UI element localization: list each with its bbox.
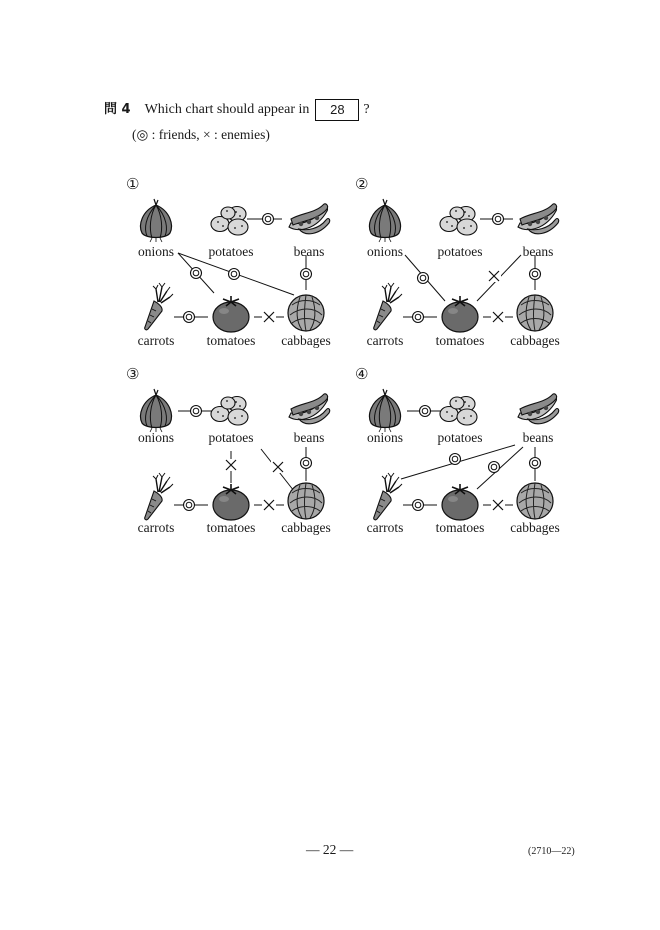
option-2-cabbage-icon [517,295,553,331]
option-2-tomatoes-label: tomatoes [435,333,485,348]
option-2-beans-cabbages-friend-icon [530,269,541,280]
option-1-onions-tomatoes-friend-icon [191,268,202,279]
option-2[interactable] [355,175,595,355]
option-4-number: ④ [355,365,369,383]
option-2-potatoes-icon [440,207,477,236]
option-2-beans-icon [518,204,559,234]
option-2-onion-icon [370,199,401,242]
option-4-onion-icon [370,389,401,432]
option-4[interactable] [355,365,595,545]
option-2-number: ② [355,175,369,193]
option-4-carrots-label: carrots [366,520,404,535]
option-4-tomatoes-label: tomatoes [435,520,485,535]
option-2-diagram [355,175,595,355]
option-4-beans-label: beans [522,430,554,445]
option-3-carrots-tomatoes-friend-icon [184,500,195,511]
option-2-potatoes-beans-friend-icon [493,214,504,225]
option-3-tomatoes-label: tomatoes [206,520,256,535]
answer-blank[interactable]: 28 [315,99,359,121]
option-3-carrots-label: carrots [137,520,175,535]
option-2-carrots-tomatoes-friend-icon [413,312,424,323]
option-4-carrot-icon [374,473,402,520]
option-4-onions-potatoes-friend-icon [420,406,431,417]
option-1-onions-label: onions [137,244,175,259]
option-1-onions-cabbages-friend-icon [229,269,240,280]
option-3[interactable] [126,365,369,545]
option-3-beans-label: beans [293,430,325,445]
option-2-cabbages-label: cabbages [510,333,560,348]
option-1-diagram [126,175,369,355]
option-3-cabbage-icon [288,483,324,519]
option-4-beans-cabbages-friend-icon [530,458,541,469]
option-4-diagram [355,365,595,545]
option-1-carrot-icon [145,283,173,330]
option-1-cabbage-icon [288,295,324,331]
option-4-cabbage-icon [517,483,553,519]
option-2-carrots-label: carrots [366,333,404,348]
option-3-beans-cabbages-friend-icon [301,458,312,469]
option-1-potatoes-beans-friend-icon [263,214,274,225]
question-mark: ? [363,102,370,117]
option-2-tomato-icon [442,296,478,332]
option-3-potatoes-label: potatoes [208,430,254,445]
option-2-carrot-icon [374,283,402,330]
option-1-potatoes-label: potatoes [208,244,254,259]
option-3-number: ③ [126,365,140,383]
option-4-tomato-icon [442,484,478,520]
option-2-onions-label: onions [366,244,404,259]
option-1-cabbages-label: cabbages [281,333,331,348]
option-1-tomato-icon [213,296,249,332]
option-1-tomatoes-label: tomatoes [206,333,256,348]
option-3-onions-potatoes-friend-icon [191,406,202,417]
option-3-diagram [126,365,369,545]
page-number: — 22 — [306,842,354,857]
option-1-beans-icon [289,204,330,234]
option-4-potatoes-icon [440,397,477,426]
option-4-beans-carrots-friend-icon [450,454,461,465]
option-4-onions-label: onions [366,430,404,445]
option-1-beans-label: beans [293,244,325,259]
option-1-carrots-tomatoes-friend-icon [184,312,195,323]
option-3-beans-icon [289,394,330,424]
option-1-carrots-label: carrots [137,333,175,348]
option-3-onion-icon [141,389,172,432]
option-1-potatoes-icon [211,207,248,236]
option-1[interactable] [126,175,369,355]
option-4-cabbages-label: cabbages [510,520,560,535]
question-text: Which chart should appear in [144,102,310,117]
option-1-onion-icon [141,199,172,242]
option-4-potatoes-label: potatoes [437,430,483,445]
option-4-beans-icon [518,394,559,424]
option-2-beans-label: beans [522,244,554,259]
option-3-cabbages-label: cabbages [281,520,331,535]
option-2-onions-tomatoes-friend-icon [418,273,429,284]
option-3-potatoes-icon [211,397,248,426]
option-4-beans-tomatoes-friend-icon [489,462,500,473]
option-3-carrot-icon [145,473,173,520]
legend: (◎ : friends, × : enemies) [132,127,270,142]
option-1-number: ① [126,175,140,193]
option-2-potatoes-label: potatoes [437,244,483,259]
option-1-beans-cabbages-friend-icon [301,269,312,280]
option-4-carrots-tomatoes-friend-icon [413,500,424,511]
option-3-tomato-icon [213,484,249,520]
option-3-onions-label: onions [137,430,175,445]
question-line [104,98,370,121]
question-number: 問 4 [104,102,131,117]
exam-code: (2710—22) [528,846,575,857]
